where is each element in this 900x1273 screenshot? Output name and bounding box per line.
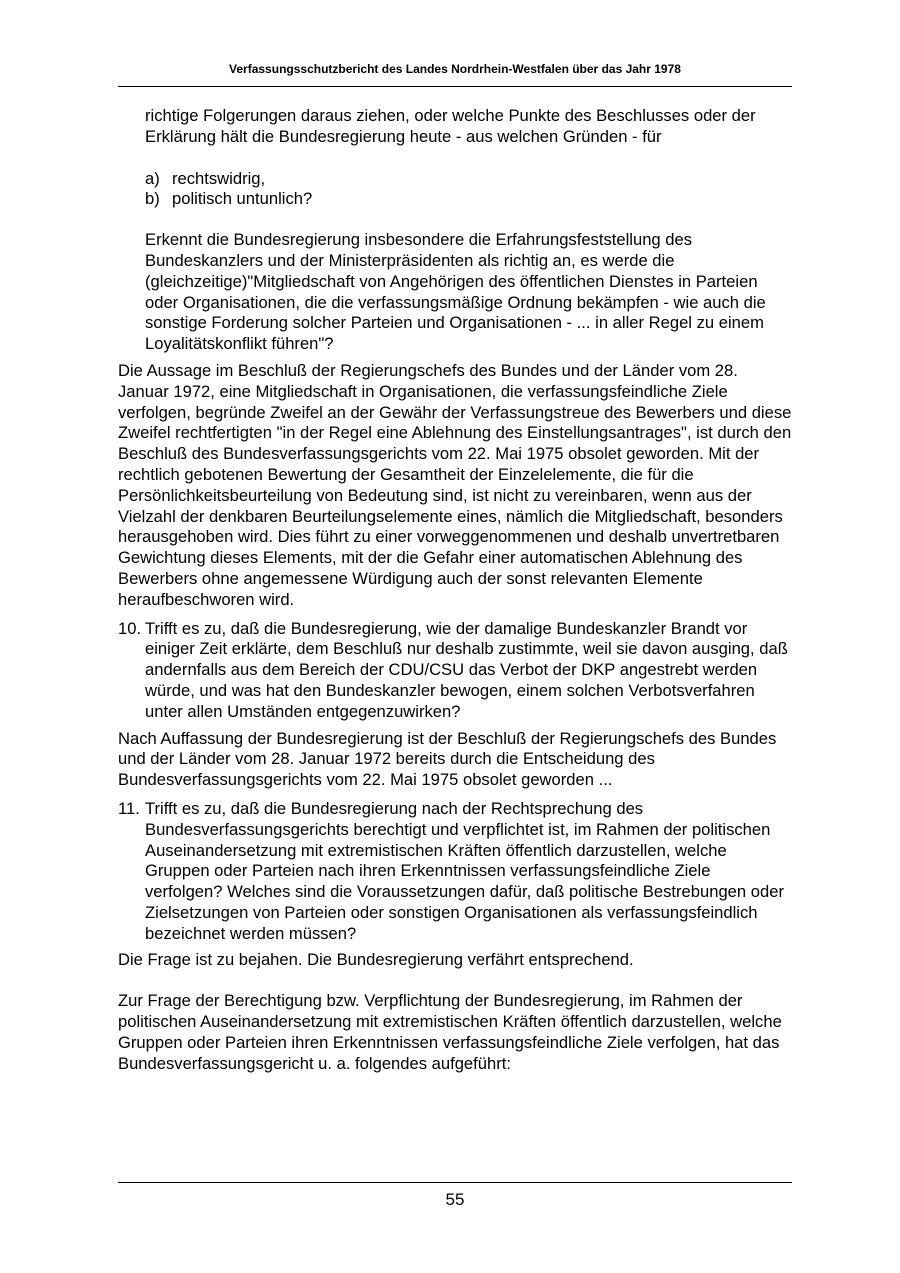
question-text: Trifft es zu, daß die Bundesregierung nach der Rechtsprechung des Bundesverfassungsgerichts berechtigt und verpflichtet ist, im Rahmen der politischen Auseinandersetzung mit extremistischen Kräften öffentlich darzustellen, welche Gruppen oder Parteien nach ihren Erkenntnissen verfassungsfeindliche Ziele verfolgen? Welches sind die Voraussetzungen dafür, daß politische Bestrebungen oder Zielsetzungen von Parteien oder sonstigen Organisationen als verfassungsfeindlich bezeichnet werden müssen? [145,798,784,943]
list-item-text: rechtswidrig, [172,168,266,188]
answer-9-paragraph: Die Aussage im Beschluß der Regierungschefs des Bundes und der Länder vom 28. Januar 1972, eine Mitgliedschaft in Organisationen, die verfassungsfeindliche Ziele verfolgen, begründe Zweifel an der Gewähr der Verfassungstreue des Bewerbers und diese Zweifel rechtfertigten "in der Regel eine Ablehnung des Einstellungsantrages", ist durch den Beschluß des Bundesverfassungsgerichts vom 22. Mai 1975 obsolet geworden. Mit der rechtlich gebotenen Bewertung der Gesamtheit der Einzelelemente, die für die Persönlichkeitsbeurteilung von Bedeutung sind, ist nicht zu vereinbaren, wenn aus der Vielzahl der denkbaren Beurteilungselemente eines, nämlich die Mitgliedschaft, besonders herausgehoben wird. Dies führt zu einer vorweggenommenen und deshalb unvertretbaren Gewichtung dieses Elements, mit der die Gefahr einer automatischen Ablehnung des Bewerbers ohne angemessene Würdigung auch der sonst relevanten Elemente heraufbeschworen wird. [118,360,792,609]
answer-options-list [118,169,792,211]
list-item [145,169,792,190]
answer-11-paragraph: Die Frage ist zu bejahen. Die Bundesregierung verfährt entsprechend. [118,950,634,970]
footer-divider [118,1182,792,1183]
question-followup-paragraph: Erkennt die Bundesregierung insbesondere die Erfahrungsfeststellung des Bundeskanzlers und der Ministerpräsidenten als richtig an, es werde die (gleichzeitige)"Mitgliedschaft von Angehörigen des öffentlichen Dienstes in Parteien oder Organisationen, die die verfassungsmäßige Ordnung bekämpfen - wie auch die sonstige Forderung solcher Parteien und Organisationen - ... in aller Regel zu einem Loyalitätskonflikt führen"? [145,230,766,354]
running-header: Verfassungsschutzbericht des Landes Nordrhein-Westfalen über das Jahr 1978 [229,62,681,76]
question-number: 11. [118,798,140,818]
header-divider [118,86,792,87]
page-body [118,106,792,1074]
list-item-label: b) [145,189,160,209]
page-number: 55 [445,1190,465,1209]
question-number: 10. [118,618,142,638]
answer-10-paragraph: Nach Auffassung der Bundesregierung ist der Beschluß der Regierungschefs des Bundes und der Länder vom 28. Januar 1972 bereits durch die Entscheidung des Bundesverfassungsgerichts vom 22. Mai 1975 obsolet geworden ... [118,728,777,790]
question-10 [118,619,792,723]
question-11 [118,799,792,945]
list-item-label: a) [145,168,160,188]
list-item [145,189,792,210]
list-item-text: politisch untunlich? [172,189,313,209]
intro-continuation-paragraph: richtige Folgerungen daraus ziehen, oder welche Punkte des Beschlusses oder der Erklärung hält die Bundesregierung heute - aus welchen Gründen - für [145,106,756,146]
closing-paragraph: Zur Frage der Berechtigung bzw. Verpflichtung der Bundesregierung, im Rahmen der politischen Auseinandersetzung mit extremistischen Kräften öffentlich darzustellen, welche Gruppen oder Parteien ihren Erkenntnissen verfassungsfeindliche Ziele verfolgen, hat das Bundesverfassungsgericht u. a. folgendes aufgeführt: [118,991,782,1073]
question-text: Trifft es zu, daß die Bundesregierung, wie der damalige Bundeskanzler Brandt vor einiger Zeit erklärte, dem Beschluß nur deshalb zustimmte, weil sie davon ausging, daß andernfalls aus dem Bereich der CDU/CSU das Verbot der DKP angestrebt werden würde, und was hat den Bundeskanzler bewogen, einem solchen Verbotsverfahren unter allen Umständen entgegenzuwirken? [145,618,788,721]
